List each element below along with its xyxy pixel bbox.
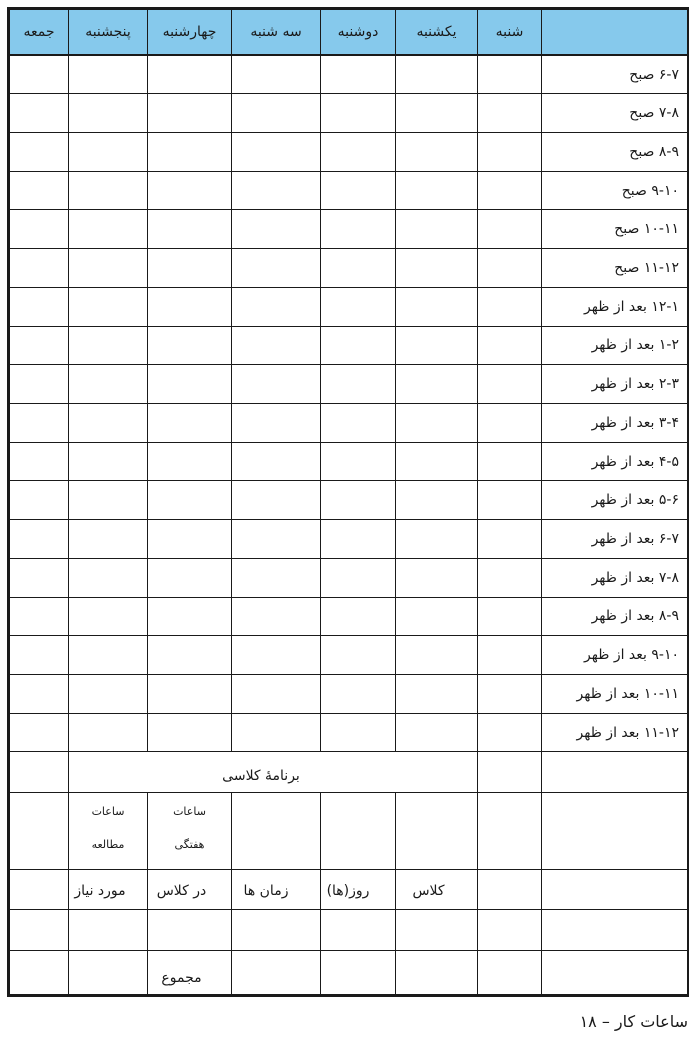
time-slot-row bbox=[10, 558, 688, 597]
schedule-cell[interactable] bbox=[478, 597, 542, 636]
schedule-cell[interactable] bbox=[10, 910, 69, 951]
times-header: زمان ها bbox=[243, 883, 289, 900]
schedule-cell[interactable] bbox=[148, 597, 232, 636]
class-program-entry-row bbox=[10, 910, 688, 951]
schedule-cell[interactable] bbox=[478, 171, 542, 210]
time-slot-label: ۶-۷ صبح bbox=[542, 55, 688, 94]
schedule-cell[interactable] bbox=[396, 171, 478, 210]
schedule-cell[interactable] bbox=[10, 365, 69, 404]
schedule-cell[interactable] bbox=[69, 132, 148, 171]
weekly-schedule-sheet bbox=[7, 7, 689, 997]
class-program-headers-row bbox=[10, 869, 688, 910]
schedule-cell[interactable] bbox=[232, 558, 321, 597]
schedule-cell[interactable] bbox=[321, 210, 396, 249]
schedule-cell[interactable] bbox=[396, 520, 478, 559]
schedule-cell[interactable] bbox=[396, 910, 478, 951]
schedule-cell[interactable] bbox=[321, 55, 396, 94]
schedule-cell[interactable] bbox=[478, 249, 542, 288]
schedule-cell[interactable] bbox=[542, 910, 688, 951]
schedule-cell[interactable] bbox=[232, 249, 321, 288]
day-header-row bbox=[10, 10, 688, 56]
schedule-cell[interactable] bbox=[10, 636, 69, 675]
schedule-cell[interactable] bbox=[478, 94, 542, 133]
schedule-cell[interactable] bbox=[69, 910, 148, 951]
schedule-cell[interactable] bbox=[478, 558, 542, 597]
schedule-cell[interactable] bbox=[232, 520, 321, 559]
schedule-cell[interactable] bbox=[232, 403, 321, 442]
schedule-cell[interactable] bbox=[10, 793, 69, 869]
schedule-cell[interactable] bbox=[396, 481, 478, 520]
time-slot-row bbox=[10, 55, 688, 94]
schedule-cell[interactable] bbox=[10, 597, 69, 636]
time-slot-label: ۱۲-۱ بعد از ظهر bbox=[542, 287, 688, 326]
schedule-cell[interactable] bbox=[10, 287, 69, 326]
time-slot-label: ۱۰-۱۱ صبح bbox=[542, 210, 688, 249]
schedule-cell[interactable] bbox=[321, 481, 396, 520]
schedule-cell[interactable] bbox=[69, 951, 148, 995]
class-program-total-row bbox=[10, 951, 688, 995]
needed-header: مورد نیاز bbox=[74, 883, 126, 900]
schedule-cell[interactable] bbox=[232, 713, 321, 752]
schedule-cell[interactable] bbox=[478, 326, 542, 365]
schedule-cell[interactable] bbox=[396, 442, 478, 481]
schedule-cell[interactable] bbox=[396, 558, 478, 597]
time-slots-body bbox=[10, 55, 688, 752]
schedule-cell[interactable] bbox=[478, 713, 542, 752]
schedule-cell[interactable] bbox=[148, 55, 232, 94]
schedule-cell[interactable] bbox=[396, 636, 478, 675]
time-slot-row bbox=[10, 403, 688, 442]
schedule-cell[interactable] bbox=[148, 713, 232, 752]
class-header: کلاس bbox=[412, 883, 445, 900]
schedule-cell[interactable] bbox=[321, 132, 396, 171]
schedule-cell[interactable] bbox=[69, 520, 148, 559]
time-slot-row bbox=[10, 132, 688, 171]
schedule-cell[interactable] bbox=[148, 287, 232, 326]
schedule-cell[interactable] bbox=[148, 910, 232, 951]
schedule-cell[interactable] bbox=[478, 636, 542, 675]
schedule-cell[interactable] bbox=[10, 675, 69, 714]
time-slot-label: ۱۱-۱۲ بعد از ظهر bbox=[542, 713, 688, 752]
schedule-cell[interactable] bbox=[396, 403, 478, 442]
schedule-cell[interactable] bbox=[396, 793, 478, 869]
schedule-cell[interactable] bbox=[321, 597, 396, 636]
weekly-schedule-table bbox=[9, 9, 688, 995]
schedule-cell[interactable] bbox=[10, 520, 69, 559]
schedule-cell[interactable] bbox=[148, 171, 232, 210]
schedule-cell[interactable] bbox=[10, 558, 69, 597]
schedule-cell[interactable] bbox=[396, 597, 478, 636]
schedule-cell[interactable] bbox=[69, 558, 148, 597]
time-slot-label: ۴-۵ بعد از ظهر bbox=[542, 442, 688, 481]
time-slot-row bbox=[10, 365, 688, 404]
schedule-cell[interactable] bbox=[69, 210, 148, 249]
schedule-cell[interactable] bbox=[321, 365, 396, 404]
schedule-cell[interactable] bbox=[10, 442, 69, 481]
schedule-cell[interactable] bbox=[232, 675, 321, 714]
schedule-cell[interactable] bbox=[321, 442, 396, 481]
schedule-cell[interactable] bbox=[396, 287, 478, 326]
schedule-cell[interactable] bbox=[10, 210, 69, 249]
schedule-cell[interactable] bbox=[232, 287, 321, 326]
schedule-cell[interactable] bbox=[478, 793, 542, 869]
schedule-cell[interactable] bbox=[396, 365, 478, 404]
day-header-thursday: پنجشنبه bbox=[69, 10, 148, 56]
schedule-cell[interactable] bbox=[478, 55, 542, 94]
schedule-cell[interactable] bbox=[396, 675, 478, 714]
in-class-header: در کلاس bbox=[156, 883, 207, 900]
day-header-tuesday: سه شنبه bbox=[232, 10, 321, 56]
schedule-cell[interactable] bbox=[148, 210, 232, 249]
day-header-wednesday: چهارشنبه bbox=[148, 10, 232, 56]
schedule-cell[interactable] bbox=[69, 287, 148, 326]
time-slot-row bbox=[10, 171, 688, 210]
schedule-cell[interactable] bbox=[232, 94, 321, 133]
schedule-cell[interactable] bbox=[321, 910, 396, 951]
schedule-cell[interactable] bbox=[69, 636, 148, 675]
schedule-cell[interactable] bbox=[69, 481, 148, 520]
schedule-cell[interactable] bbox=[69, 713, 148, 752]
schedule-cell[interactable] bbox=[10, 55, 69, 94]
schedule-cell[interactable] bbox=[148, 520, 232, 559]
schedule-cell[interactable] bbox=[148, 403, 232, 442]
schedule-cell[interactable] bbox=[148, 94, 232, 133]
schedule-cell[interactable] bbox=[478, 869, 542, 910]
schedule-cell[interactable] bbox=[10, 713, 69, 752]
schedule-cell[interactable] bbox=[232, 365, 321, 404]
schedule-cell[interactable] bbox=[232, 951, 321, 995]
schedule-cell[interactable] bbox=[148, 636, 232, 675]
schedule-cell[interactable] bbox=[321, 403, 396, 442]
schedule-cell[interactable] bbox=[478, 132, 542, 171]
schedule-cell[interactable] bbox=[478, 403, 542, 442]
time-slot-label: ۶-۷ بعد از ظهر bbox=[542, 520, 688, 559]
schedule-cell[interactable] bbox=[321, 326, 396, 365]
schedule-cell[interactable] bbox=[69, 365, 148, 404]
schedule-cell[interactable] bbox=[232, 55, 321, 94]
time-slot-row bbox=[10, 287, 688, 326]
schedule-cell[interactable] bbox=[148, 249, 232, 288]
day-header-saturday: شنبه bbox=[478, 10, 542, 56]
day-header-monday: دوشنبه bbox=[321, 10, 396, 56]
day-header-sunday: یکشنبه bbox=[396, 10, 478, 56]
schedule-cell[interactable] bbox=[396, 55, 478, 94]
study-hours-label-line2: مطالعه bbox=[91, 838, 125, 852]
time-header bbox=[542, 10, 688, 56]
schedule-cell[interactable] bbox=[321, 636, 396, 675]
page-footer: ساعات کار – ۱۸ bbox=[579, 1012, 688, 1031]
schedule-cell[interactable] bbox=[542, 793, 688, 869]
schedule-cell[interactable] bbox=[396, 713, 478, 752]
schedule-cell[interactable] bbox=[69, 326, 148, 365]
schedule-cell[interactable] bbox=[232, 442, 321, 481]
time-slot-label: ۸-۹ بعد از ظهر bbox=[542, 597, 688, 636]
class-program-section bbox=[10, 752, 688, 995]
schedule-cell[interactable] bbox=[148, 326, 232, 365]
weekly-hours-label-line1: ساعات bbox=[173, 805, 206, 819]
days-header: روز(ها) bbox=[326, 883, 370, 900]
schedule-cell[interactable] bbox=[321, 171, 396, 210]
time-slot-label: ۷-۸ بعد از ظهر bbox=[542, 558, 688, 597]
schedule-cell[interactable] bbox=[69, 94, 148, 133]
schedule-cell[interactable] bbox=[478, 365, 542, 404]
schedule-cell[interactable] bbox=[321, 558, 396, 597]
schedule-cell[interactable] bbox=[148, 132, 232, 171]
schedule-cell[interactable] bbox=[478, 520, 542, 559]
schedule-cell[interactable] bbox=[10, 951, 69, 995]
time-slot-label: ۲-۳ بعد از ظهر bbox=[542, 365, 688, 404]
time-slot-row bbox=[10, 713, 688, 752]
time-slot-row bbox=[10, 249, 688, 288]
schedule-cell[interactable] bbox=[321, 287, 396, 326]
schedule-cell[interactable] bbox=[478, 951, 542, 995]
schedule-cell[interactable] bbox=[10, 249, 69, 288]
schedule-cell[interactable] bbox=[232, 910, 321, 951]
schedule-cell[interactable] bbox=[148, 365, 232, 404]
time-slot-label: ۱-۲ بعد از ظهر bbox=[542, 326, 688, 365]
time-slot-row bbox=[10, 210, 688, 249]
time-slot-label: ۱۱-۱۲ صبح bbox=[542, 249, 688, 288]
schedule-cell[interactable] bbox=[478, 675, 542, 714]
class-program-title: برنامهٔ کلاسی bbox=[222, 768, 300, 785]
time-slot-label: ۳-۴ بعد از ظهر bbox=[542, 403, 688, 442]
total-label: مجموع bbox=[161, 970, 202, 987]
schedule-cell[interactable] bbox=[10, 171, 69, 210]
schedule-cell[interactable] bbox=[321, 713, 396, 752]
schedule-cell[interactable] bbox=[232, 210, 321, 249]
schedule-cell[interactable] bbox=[10, 132, 69, 171]
time-slot-label: ۵-۶ بعد از ظهر bbox=[542, 481, 688, 520]
schedule-cell[interactable] bbox=[478, 442, 542, 481]
schedule-cell[interactable] bbox=[69, 249, 148, 288]
schedule-cell[interactable] bbox=[321, 249, 396, 288]
schedule-cell[interactable] bbox=[478, 910, 542, 951]
schedule-cell[interactable] bbox=[321, 94, 396, 133]
weekly-hours-label-line2: هفتگی bbox=[174, 838, 205, 852]
schedule-cell[interactable] bbox=[148, 442, 232, 481]
schedule-cell[interactable] bbox=[478, 481, 542, 520]
schedule-cell[interactable] bbox=[69, 55, 148, 94]
schedule-cell[interactable] bbox=[232, 636, 321, 675]
schedule-cell[interactable] bbox=[321, 951, 396, 995]
schedule-cell[interactable] bbox=[69, 171, 148, 210]
schedule-cell[interactable] bbox=[10, 869, 69, 910]
schedule-cell[interactable] bbox=[69, 403, 148, 442]
schedule-cell[interactable] bbox=[396, 132, 478, 171]
class-program-title-row bbox=[10, 752, 688, 793]
schedule-cell[interactable] bbox=[10, 403, 69, 442]
time-slot-row bbox=[10, 520, 688, 559]
schedule-cell[interactable] bbox=[396, 210, 478, 249]
schedule-cell[interactable] bbox=[10, 481, 69, 520]
schedule-cell[interactable] bbox=[478, 287, 542, 326]
schedule-cell[interactable] bbox=[478, 210, 542, 249]
schedule-cell[interactable] bbox=[542, 869, 688, 910]
time-slot-row bbox=[10, 675, 688, 714]
schedule-cell[interactable] bbox=[232, 326, 321, 365]
time-slot-row bbox=[10, 636, 688, 675]
schedule-cell[interactable] bbox=[69, 597, 148, 636]
schedule-cell[interactable] bbox=[396, 94, 478, 133]
schedule-cell[interactable] bbox=[396, 951, 478, 995]
schedule-cell[interactable] bbox=[542, 752, 688, 793]
schedule-cell[interactable] bbox=[321, 675, 396, 714]
schedule-cell[interactable] bbox=[232, 793, 321, 869]
time-slot-label: ۱۰-۱۱ بعد از ظهر bbox=[542, 675, 688, 714]
schedule-cell[interactable] bbox=[321, 793, 396, 869]
time-slot-row bbox=[10, 597, 688, 636]
schedule-cell[interactable] bbox=[542, 951, 688, 995]
schedule-cell[interactable] bbox=[69, 675, 148, 714]
time-slot-label: ۹-۱۰ صبح bbox=[542, 171, 688, 210]
time-slot-row bbox=[10, 94, 688, 133]
schedule-cell[interactable] bbox=[478, 752, 542, 793]
schedule-cell[interactable] bbox=[232, 132, 321, 171]
schedule-cell[interactable] bbox=[10, 326, 69, 365]
schedule-cell[interactable] bbox=[10, 94, 69, 133]
time-slot-row bbox=[10, 481, 688, 520]
study-hours-label-line1: ساعات bbox=[91, 805, 125, 819]
time-slot-row bbox=[10, 326, 688, 365]
schedule-cell[interactable] bbox=[396, 249, 478, 288]
day-header-friday: جمعه bbox=[10, 10, 69, 56]
time-slot-label: ۹-۱۰ بعد از ظهر bbox=[542, 636, 688, 675]
schedule-cell[interactable] bbox=[321, 520, 396, 559]
schedule-cell[interactable] bbox=[232, 171, 321, 210]
time-slot-row bbox=[10, 442, 688, 481]
schedule-cell[interactable] bbox=[232, 597, 321, 636]
schedule-cell[interactable] bbox=[148, 558, 232, 597]
schedule-cell[interactable] bbox=[69, 442, 148, 481]
schedule-cell[interactable] bbox=[232, 481, 321, 520]
schedule-cell[interactable] bbox=[10, 752, 69, 793]
time-slot-label: ۷-۸ صبح bbox=[542, 94, 688, 133]
schedule-cell[interactable] bbox=[148, 675, 232, 714]
class-program-labels-row bbox=[10, 793, 688, 869]
schedule-cell[interactable] bbox=[396, 326, 478, 365]
time-slot-label: ۸-۹ صبح bbox=[542, 132, 688, 171]
schedule-cell[interactable] bbox=[148, 481, 232, 520]
